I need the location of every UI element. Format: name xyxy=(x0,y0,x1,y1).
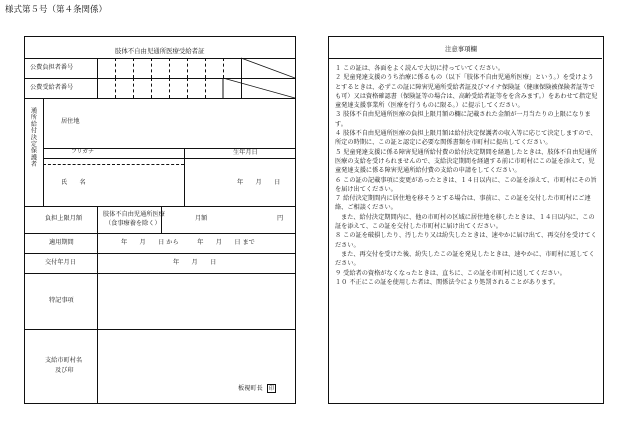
residence-label: 居住地 xyxy=(61,118,80,125)
recipient-certificate xyxy=(24,36,296,404)
official-seal: 印 xyxy=(268,386,275,392)
municipality-label-sub: 及び印 xyxy=(55,367,74,374)
note-item-8b: また、再交付を受けた後、紛失したこの証を発見したときは、速やかに、市町村に返してください。 xyxy=(335,250,595,268)
issue-date-label: 交付年月日 xyxy=(45,259,76,266)
notes-panel xyxy=(328,36,604,404)
public-payer-number-label: 公費負担者番号 xyxy=(30,64,74,71)
unused-box-strike xyxy=(25,37,295,107)
birth-date-label: 生年月日 xyxy=(233,149,258,156)
burden-limit-desc-sub: （食事療養を除く） xyxy=(105,220,161,227)
note-item-9: ９ 受給者の資格がなくなったときは、直ちに、この証を市町村に返してください。 xyxy=(335,269,566,277)
note-item-2: ２ 児童発達支援のうち治療に係るもの（以下「肢体不自由児通所医療」という。）を受けようとするときは、必ずこの証に障害児通所受給者証及びマイナ保険証（健康保険被保険者証等でも可）又は資格確認書（保険証等の場合は、高齢受給者証等をを含みます。）をあわせて指定児童発達支援事業所（医療を行うものに限る。）に提示してください。 xyxy=(335,74,598,110)
note-item-10: １０ 不正にこの証を使用した者は、関係法令により処罰されることがあります。 xyxy=(335,278,560,286)
burden-limit-desc: 肢体不自由児通所医療 xyxy=(103,211,165,218)
note-item-7: ７ 給付決定期間内に居住地を移そうとする場合は、事前に、この証を交付した市町村にご連絡、ご相談ください。 xyxy=(335,195,591,212)
note-item-5: ５ 児童発達支援に係る障害児通所給付費の給付決定期間を経過したときは、肢体不自由児通所医療の支給を受けられませんので、支給決定期間を経過する前に市町村にこの証を添えて、児童発達支援に係る障害児通所給付費の支給の申請をしてください。 xyxy=(335,148,597,175)
note-item-8: ８ この証を破損したり、汚したり又は紛失したときは、速やかに届け出て、再交付を受けてください。 xyxy=(335,232,597,249)
guardian-group-label: 通所給付決定保護者 xyxy=(29,107,37,168)
note-item-1: １ この証は、各面をよく読んで大切に持っていてください。 xyxy=(335,65,505,72)
form-number-label: 様式第５号（第４条関係） xyxy=(5,5,108,15)
notes-list xyxy=(335,64,599,287)
public-recipient-number-label: 公費受給者番号 xyxy=(30,84,74,91)
birth-date-value: 年 月 日 xyxy=(237,179,281,186)
name-label: 氏 名 xyxy=(61,179,86,186)
issue-date-value: 年 月 日 xyxy=(173,259,217,266)
applicable-period-value: 年 月 日 から 年 月 日 まで xyxy=(121,239,255,246)
special-notes-label: 特記事項 xyxy=(49,297,74,304)
notes-title: 注意事項欄 xyxy=(445,45,477,53)
furigana-label: フリガナ xyxy=(71,149,94,155)
applicable-period-label: 適用期間 xyxy=(49,239,74,246)
note-item-4: ４ 肢体不自由児通所医療の負担上限月額は給付決定保護者の収入等に応じて決定しますので、所定の時期に、この証と認定に必要な関係書類を市町村に提出してください。 xyxy=(335,130,597,147)
municipality-label: 支給市町村名 xyxy=(45,357,83,364)
burden-limit-label: 負担上限月額 xyxy=(45,215,83,222)
note-item-3: ３ 肢体不自由児通所医療の負担上限月額の欄に記載された金額が一月当たりの上限になります。 xyxy=(335,111,591,128)
yen-label: 円 xyxy=(277,215,284,222)
monthly-label: 月額 xyxy=(195,215,208,222)
certificate-title: 肢体不自由児通所医療受給者証 xyxy=(115,47,205,55)
mayor-name: 板視町長 xyxy=(238,385,263,392)
note-item-6: ６ この証の記載事項に変更があったときは、１４日以内に、この証を添えて、市町村にその旨を届け出てください。 xyxy=(335,176,597,193)
note-item-7b: また、給付決定期間内に、他の市町村の区域に居住地を移したときは、１４日以内に、この証を添えて、この証を交付した市町村に届け出てください。 xyxy=(335,213,595,231)
